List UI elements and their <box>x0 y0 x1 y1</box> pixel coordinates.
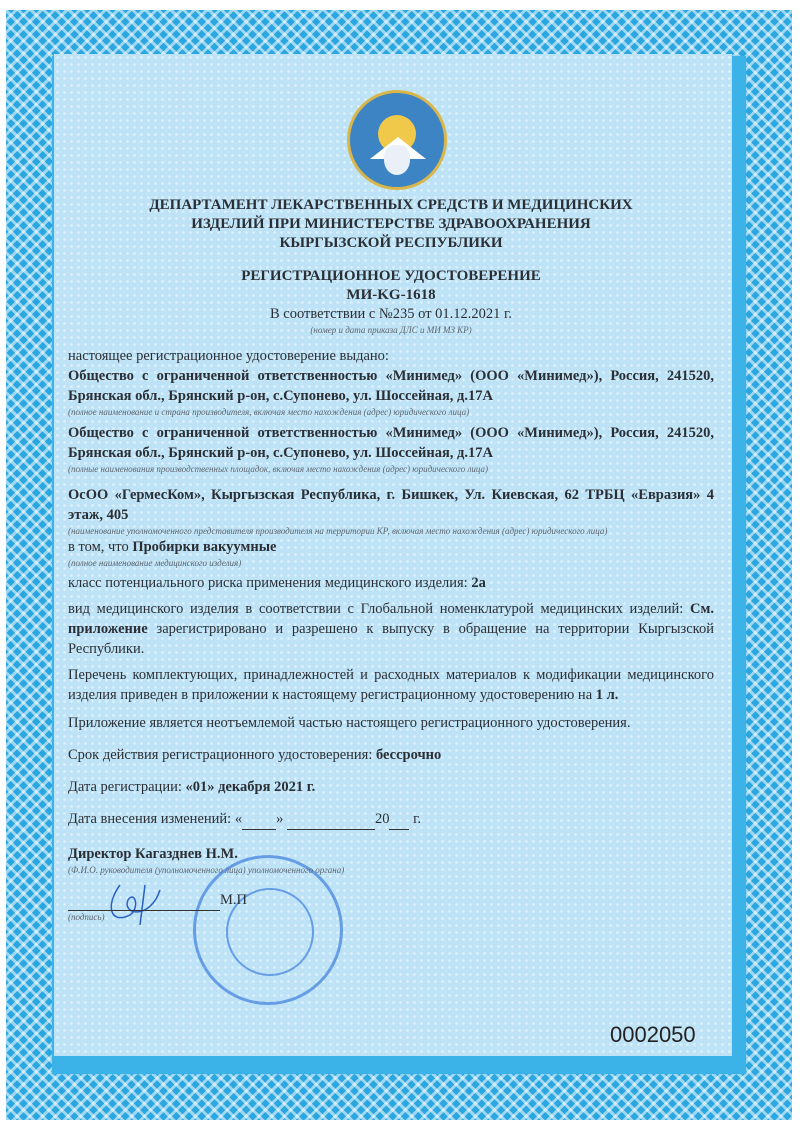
serial-number: 0002050 <box>610 1022 696 1047</box>
production-site: Общество с ограниченной ответственностью «Минимед» (ООО «Минимед»), Россия, 241520, Брянская обл., Брянский р-он, с.Супонево, ул. Шоссейная, д.17А <box>68 425 714 461</box>
sign-caption: (подпись) <box>68 912 105 922</box>
seal-label: М.П <box>220 892 247 908</box>
manufacturer-caption: (полное наименование и страна производителя, включая место нахождения (адрес) юридического лица) <box>68 407 470 417</box>
type-value: См. приложение <box>68 601 714 637</box>
representative: ОсОО «ГермесКом», Кыргызская Республика, г. Бишкек, Ул. Киевская, 62 ТРБЦ «Евразия» 4 этаж, 405 <box>68 487 714 523</box>
product-name: Пробирки вакуумные <box>132 539 277 555</box>
signature-line <box>68 890 714 911</box>
department-title <box>68 196 714 253</box>
director-caption: (Ф.И.О. руководителя (уполномоченного лица) уполномоченного органа) <box>68 865 345 875</box>
type-prefix: вид медицинского изделия в соответствии с Глобальной номенклатурой медицинских изделий: <box>68 601 691 617</box>
list-value: 1 л. <box>595 687 619 703</box>
change-date-suffix: г. <box>409 811 422 827</box>
change-date <box>68 809 714 830</box>
production-caption: (полные наименования производственных площадок, включая место нахождения (адрес) юридического лица) <box>68 464 488 474</box>
department-line: ДЕПАРТАМЕНТ ЛЕКАРСТВЕННЫХ СРЕДСТВ И МЕДИЦИНСКИХ <box>149 197 633 213</box>
list-prefix: Перечень комплектующих, принадлежностей и расходных материалов к модификации медицинского изделия приведен в приложении к настоящему регистрационному удостоверению на <box>68 667 714 703</box>
risk-value: 2а <box>471 575 486 591</box>
manufacturer: Общество с ограниченной ответственностью «Минимед» (ООО «Минимед»), Россия, 241520, Брянская обл., Брянский р-он, с.Супонево, ул. Шоссейная, д.17А <box>68 368 714 404</box>
validity-prefix: Срок действия регистрационного удостоверения: <box>68 747 376 763</box>
product-caption: (полное наименование медицинского изделия) <box>68 558 242 568</box>
certificate-content <box>68 196 714 923</box>
product-prefix: в том, что <box>68 539 133 555</box>
issued-intro: настоящее регистрационное удостоверение выдано: <box>68 348 389 364</box>
appendix-note: Приложение является неотъемлемой частью настоящего регистрационного удостоверения. <box>68 715 631 731</box>
kyrgyz-emblem <box>347 90 447 190</box>
doc-number: МИ-KG-1618 <box>346 287 436 303</box>
change-date-prefix: Дата внесения изменений: « <box>68 811 243 827</box>
doc-title: РЕГИСТРАЦИОННОЕ УДОСТОВЕРЕНИЕ <box>241 268 541 284</box>
product <box>68 537 714 557</box>
department-line: КЫРГЫЗСКОЙ РЕСПУБЛИКИ <box>279 235 503 251</box>
risk-class <box>68 573 714 593</box>
change-date-mid: » <box>276 811 287 827</box>
device-type <box>68 599 714 659</box>
order-caption: (номер и дата приказа ДЛС и МИ МЗ КР) <box>310 325 472 335</box>
validity-value: бессрочно <box>376 747 442 763</box>
order-reference: В соответствии с №235 от 01.12.2021 г. <box>270 306 512 322</box>
components-list <box>68 665 714 705</box>
validity <box>68 745 714 765</box>
representative-caption: (наименование уполномоченного представителя производителя на территории КР, включая место нахождения (адрес) юридического лица) <box>68 526 608 536</box>
director-name: Директор Кагазднев Н.М. <box>68 846 238 862</box>
department-line: ИЗДЕЛИЙ ПРИ МИНИСТЕРСТВЕ ЗДРАВООХРАНЕНИЯ <box>191 216 591 232</box>
type-suffix: зарегистрировано и разрешено к выпуску в обращение на территории Кыргызской Республики. <box>68 621 714 657</box>
risk-prefix: класс потенциального риска применения медицинского изделия: <box>68 575 472 591</box>
registration-date <box>68 777 714 797</box>
reg-date-value: «01» декабря 2021 г. <box>185 779 316 795</box>
change-date-year: 20 <box>374 811 390 827</box>
reg-date-prefix: Дата регистрации: <box>68 779 186 795</box>
